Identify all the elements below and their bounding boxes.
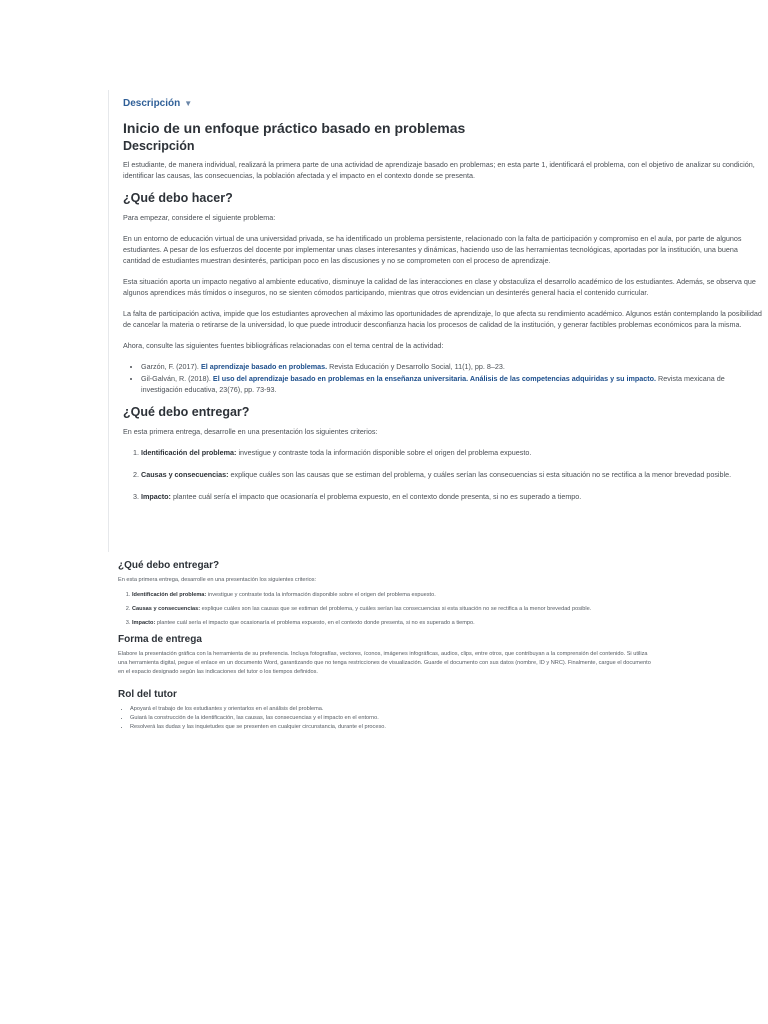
que-entregar-heading: ¿Qué debo entregar?: [123, 405, 250, 419]
que-hacer-p3: Esta situación aporta un impacto negativo al ambiente educativo, disminuye la calidad de las interacciones en clase y obstaculiza el desarrollo académico de los estudiantes. Además, se observa que algunos aprendices más tímidos o inseguros, no se sienten cómodos participando, mientras que otros evidencian un desinterés general hacia el contenido curricular.: [123, 277, 756, 297]
reference-author: Gil-Galván, R. (2018).: [141, 374, 211, 383]
caret-down-icon[interactable]: ▼: [184, 99, 193, 108]
lower-criteria-item: [132, 619, 658, 628]
forma-text: Elabore la presentación gráfica con la herramienta de su preferencia. Incluya fotografías, vectores, íconos, imágenes infográficas, audios, clips, entre otros, que contribuyan a la comprensión del contenido. Si utiliza una herramienta digital, pegue el enlace en un documento Word, garantizando que no tenga restricciones de visualización. Guarde el documento con sus datos (nombre, ID y NRC). Finalmente, cargue el documento en el espacio designado según las indicaciones del tutor o los tiempos definidos.: [118, 651, 651, 675]
lower-criteria-term: Identificación del problema:: [132, 592, 207, 598]
rol-heading: Rol del tutor: [118, 689, 177, 700]
criteria-text: investigue y contraste toda la información disponible sobre el origen del problema expuesto.: [236, 448, 532, 457]
lower-criteria-term: Impacto:: [132, 620, 156, 626]
description-panel: [108, 90, 768, 552]
lower-criteria-text: explique cuáles son las causas que se estiman del problema, y cuáles serían las consecuencias si esta situación no se rectifica a la menor brevedad posible.: [200, 606, 592, 612]
criteria-item: [141, 447, 763, 458]
forma-heading: Forma de entrega: [118, 634, 202, 645]
criteria-term: Identificación del problema:: [141, 448, 237, 457]
que-hacer-p4: La falta de participación activa, impide que los estudiantes aprovechen al máximo las oportunidades de aprendizaje, lo que afecta su rendimiento académico. Algunos están contemplando la posibilidad de cancelar la materia o retirarse de la universidad, lo que puede introducir desconfianza hacia los procesos de calidad de la institución, y generar factibles problemas económicos para la misma.: [123, 309, 762, 329]
delivery-details: [118, 560, 658, 732]
rol-list: [118, 705, 658, 732]
criteria-item: [141, 469, 763, 480]
criteria-term: Causas y consecuencias:: [141, 470, 229, 479]
reference-item: [141, 373, 763, 395]
criteria-item: [141, 491, 763, 502]
criteria-text: explique cuáles son las causas que se estiman del problema, y cuáles serían las consecuencias si esta situación no se rectifica a la menor brevedad posible.: [228, 470, 732, 479]
activity-title: Inicio de un enfoque práctico basado en problemas: [123, 120, 466, 136]
intro-paragraph: El estudiante, de manera individual, realizará la primera parte de una actividad de aprendizaje basado en problemas; en esta parte 1, identificará el problema, con el objetivo de analizar su condición, identificar las causas, las consecuencias, la población afectada y el impacto en el contexto donde se presenta.: [123, 160, 755, 180]
lower-criteria-item: [132, 591, 658, 600]
reference-source: Revista mexicana de investigación educativa, 23(76), pp. 73-93.: [141, 374, 725, 394]
reference-list: [123, 361, 763, 395]
description-toggle-label[interactable]: Descripción: [123, 98, 181, 109]
lower-criteria-list: [118, 591, 658, 628]
reference-item: [141, 361, 763, 372]
rol-item: • Guiará la construcción de la identificación, las causas, las consecuencias y el impacto en el entorno.: [130, 714, 658, 723]
que-entregar-intro: En esta primera entrega, desarrolle en una presentación los siguientes criterios:: [123, 427, 378, 436]
que-hacer-p1: Para empezar, considere el siguiente problema:: [123, 213, 276, 222]
criteria-text: plantee cuál sería el impacto que ocasionaría el problema expuesto, en el contexto donde presenta, si no es superado a tiempo.: [170, 492, 582, 501]
lower-criteria-text: plantee cuál sería el impacto que ocasionaría el problema expuesto, en el contexto donde presenta, si no es superado a tiempo.: [155, 620, 475, 626]
rol-item: • Resolverá las dudas y las inquietudes que se presenten en cualquier circunstancia, durante el proceso.: [130, 723, 658, 732]
reference-link[interactable]: El aprendizaje basado en problemas.: [200, 362, 328, 371]
que-hacer-p2: En un entorno de educación virtual de una universidad privada, se ha identificado un problema persistente, relacionado con la falta de participación y compromiso en el aula, por parte de algunos estudiantes. A pesar de los esfuerzos del docente por implementar unas clases interesantes y dinámicas, haciendo uso de las herramientas tecnológicas, aportadas por la institución, una buena cantidad de estudiantes muestran desinterés, participan poco en las discusiones y no se comprometen con el proceso de aprendizaje.: [123, 234, 742, 265]
activity-content: [123, 120, 763, 513]
lower-entregar-heading: ¿Qué debo entregar?: [118, 560, 220, 571]
description-toggle[interactable]: [123, 98, 192, 109]
reference-author: Garzón, F. (2017).: [141, 362, 199, 371]
que-hacer-heading: ¿Qué debo hacer?: [123, 191, 233, 205]
criteria-list: [123, 447, 763, 502]
lower-criteria-term: Causas y consecuencias:: [132, 606, 201, 612]
lower-criteria-text: investigue y contraste toda la información disponible sobre el origen del problema expuesto.: [206, 592, 436, 598]
description-heading: Descripción: [123, 139, 195, 153]
criteria-term: Impacto:: [141, 492, 171, 501]
lower-entregar-intro: En esta primera entrega, desarrolle en una presentación los siguientes criterios:: [118, 577, 317, 583]
lower-criteria-item: [132, 605, 658, 614]
reference-source: Revista Educación y Desarrollo Social, 11(1), pp. 8–23.: [329, 362, 505, 371]
rol-item: • Apoyará el trabajo de los estudiantes y orientarlos en el análisis del problema.: [130, 705, 658, 714]
que-hacer-p5: Ahora, consulte las siguientes fuentes bibliográficas relacionadas con el tema central de la actividad:: [123, 341, 444, 350]
reference-link[interactable]: El uso del aprendizaje basado en problemas en la enseñanza universitaria. Análisis de las competencias adquiridas y su impacto.: [212, 374, 657, 383]
